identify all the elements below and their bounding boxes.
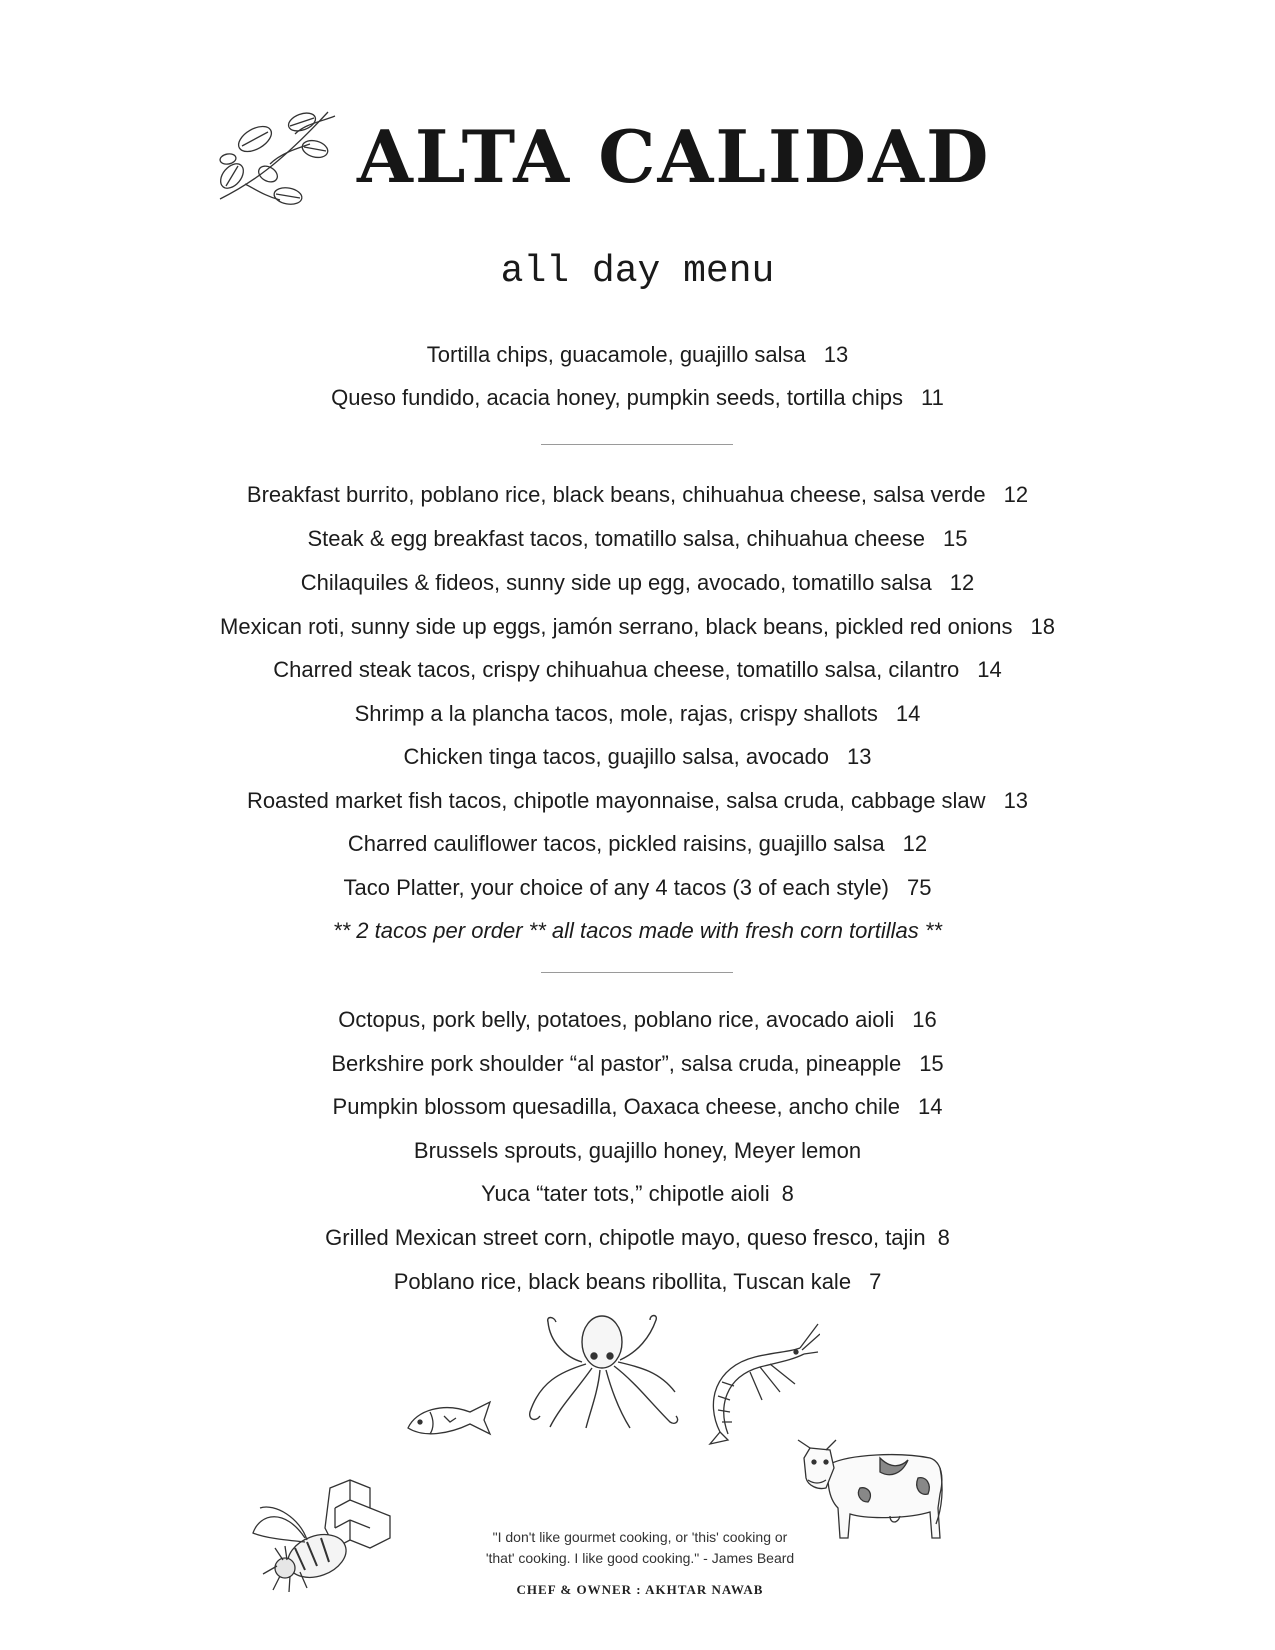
menu-item <box>0 481 1275 509</box>
octopus-icon <box>520 1312 685 1430</box>
chef-quote <box>440 1527 840 1569</box>
item-price: 14 <box>977 657 1002 682</box>
item-price: 75 <box>906 875 932 900</box>
item-price: 12 <box>902 831 928 856</box>
item-name: Tortilla chips, guacamole, guajillo salsa <box>426 342 806 367</box>
menu-item <box>0 525 1275 553</box>
menu-item <box>0 1093 1275 1121</box>
item-name: Charred cauliflower tacos, pickled raisins, guajillo salsa <box>347 831 885 856</box>
item-price: 14 <box>895 701 921 726</box>
menu-subtitle: all day menu <box>500 250 775 293</box>
item-name: Chicken tinga tacos, guajillo salsa, avocado <box>403 744 830 769</box>
item-price: 8 <box>781 1181 794 1206</box>
chef-credit: CHEF & OWNER : AKHTAR NAWAB <box>516 1582 764 1597</box>
item-name: Steak & egg breakfast tacos, tomatillo salsa, chihuahua cheese <box>307 526 926 551</box>
item-name: Mexican roti, sunny side up eggs, jamón serrano, black beans, pickled red onions <box>220 614 1013 639</box>
item-name: Octopus, pork belly, potatoes, poblano rice, avocado aioli <box>338 1007 895 1032</box>
item-price: 14 <box>917 1094 943 1119</box>
menu-item <box>0 700 1275 728</box>
item-price: 13 <box>823 342 849 367</box>
menu-item <box>0 1050 1275 1078</box>
section-divider <box>541 972 733 973</box>
sprig-icon <box>210 104 340 210</box>
item-name: Berkshire pork shoulder “al pastor”, salsa cruda, pineapple <box>331 1051 902 1076</box>
item-price: 13 <box>847 744 872 769</box>
item-name: Charred steak tacos, crispy chihuahua cheese, tomatillo salsa, cilantro <box>273 657 960 682</box>
fish-icon <box>404 1388 494 1440</box>
item-price: 12 <box>949 570 975 595</box>
item-price: 16 <box>912 1007 937 1032</box>
menu-item <box>0 341 1275 369</box>
quote-line: "I don't like gourmet cooking, or 'this' cooking or <box>492 1529 788 1545</box>
item-name: Chilaquiles & fideos, sunny side up egg, avocado, tomatillo salsa <box>300 570 932 595</box>
menu-item <box>0 1006 1275 1034</box>
item-price: 18 <box>1030 614 1055 639</box>
item-price: 7 <box>869 1269 882 1294</box>
item-name: Roasted market fish tacos, chipotle mayonnaise, salsa cruda, cabbage slaw <box>246 788 986 813</box>
menu-item <box>0 613 1275 641</box>
item-price: 11 <box>921 385 944 410</box>
menu-item <box>0 743 1275 771</box>
quote-line: 'that' cooking. I like good cooking." - James Beard <box>485 1550 795 1566</box>
item-name: Yuca “tater tots,” chipotle aioli <box>481 1181 770 1206</box>
menu-item <box>0 569 1275 597</box>
menu-item <box>0 787 1275 815</box>
menu-item <box>0 874 1275 902</box>
item-price: 12 <box>1003 482 1029 507</box>
item-price: 15 <box>919 1051 944 1076</box>
item-price: 8 <box>937 1225 950 1250</box>
item-price: 13 <box>1003 788 1029 813</box>
item-name: Grilled Mexican street corn, chipotle mayo, queso fresco, tajin <box>325 1225 926 1250</box>
bee-icon <box>245 1478 400 1596</box>
item-name: Brussels sprouts, guajillo honey, Meyer lemon <box>413 1138 862 1163</box>
item-name: Queso fundido, acacia honey, pumpkin seeds, tortilla chips <box>331 385 904 410</box>
item-name: Breakfast burrito, poblano rice, black beans, chihuahua cheese, salsa verde <box>246 482 986 507</box>
item-price: 15 <box>943 526 968 551</box>
taco-note: ** 2 tacos per order ** all tacos made with fresh corn tortillas ** <box>333 918 942 943</box>
brand-title: ALTA CALIDAD <box>357 114 991 199</box>
menu-item <box>0 656 1275 684</box>
item-name: Poblano rice, black beans ribollita, Tuscan kale <box>393 1269 852 1294</box>
item-name: Pumpkin blossom quesadilla, Oaxaca cheese, ancho chile <box>332 1094 900 1119</box>
menu-item <box>0 1224 1275 1252</box>
item-name: Taco Platter, your choice of any 4 tacos (3 of each style) <box>343 875 889 900</box>
section-divider <box>541 444 733 445</box>
menu-item <box>0 1268 1275 1296</box>
menu-item <box>0 384 1275 412</box>
menu-item <box>0 1180 1275 1208</box>
menu-item <box>0 830 1275 858</box>
item-name: Shrimp a la plancha tacos, mole, rajas, crispy shallots <box>354 701 878 726</box>
menu-item <box>0 1137 1275 1165</box>
